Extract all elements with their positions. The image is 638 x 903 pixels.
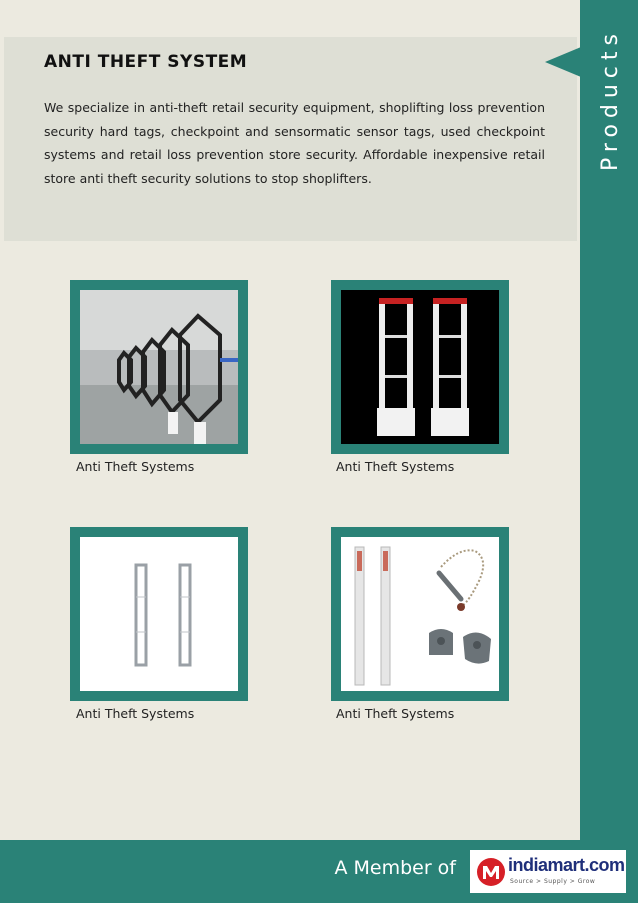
product-image-2[interactable] [341,290,499,444]
products-section-label: Products [597,27,623,171]
intro-paragraph: We specialize in anti-theft retail security equipment, shoplifting loss prevention security hard tags, checkpoint and sensormatic sensor tags, used checkpoint systems and retail loss prevention store security. Affordable inexpensive retail store anti theft security solutions to stop shoplifters. [44,100,545,186]
page-title: ANTI THEFT SYSTEM [44,52,248,72]
product-image-3[interactable] [80,537,238,691]
indiamart-logo[interactable] [470,850,626,893]
product-card-2[interactable] [331,280,509,454]
product-card-1[interactable] [70,280,248,454]
product-image-4[interactable] [341,537,499,691]
product-card-4[interactable] [331,527,509,701]
logo-wordmark: indiamart.com [508,855,625,875]
section-arrow [545,47,581,77]
member-of-text: A Member of [334,857,456,879]
product-caption-3: Anti Theft Systems [76,706,195,721]
indiamart-m-icon [476,857,506,887]
product-caption-1: Anti Theft Systems [76,459,195,474]
product-caption-4: Anti Theft Systems [336,706,455,721]
product-image-1[interactable] [80,290,238,444]
footer-bar [0,840,638,903]
product-caption-2: Anti Theft Systems [336,459,455,474]
logo-tagline: Source > Supply > Grow [510,878,596,885]
product-card-3[interactable] [70,527,248,701]
